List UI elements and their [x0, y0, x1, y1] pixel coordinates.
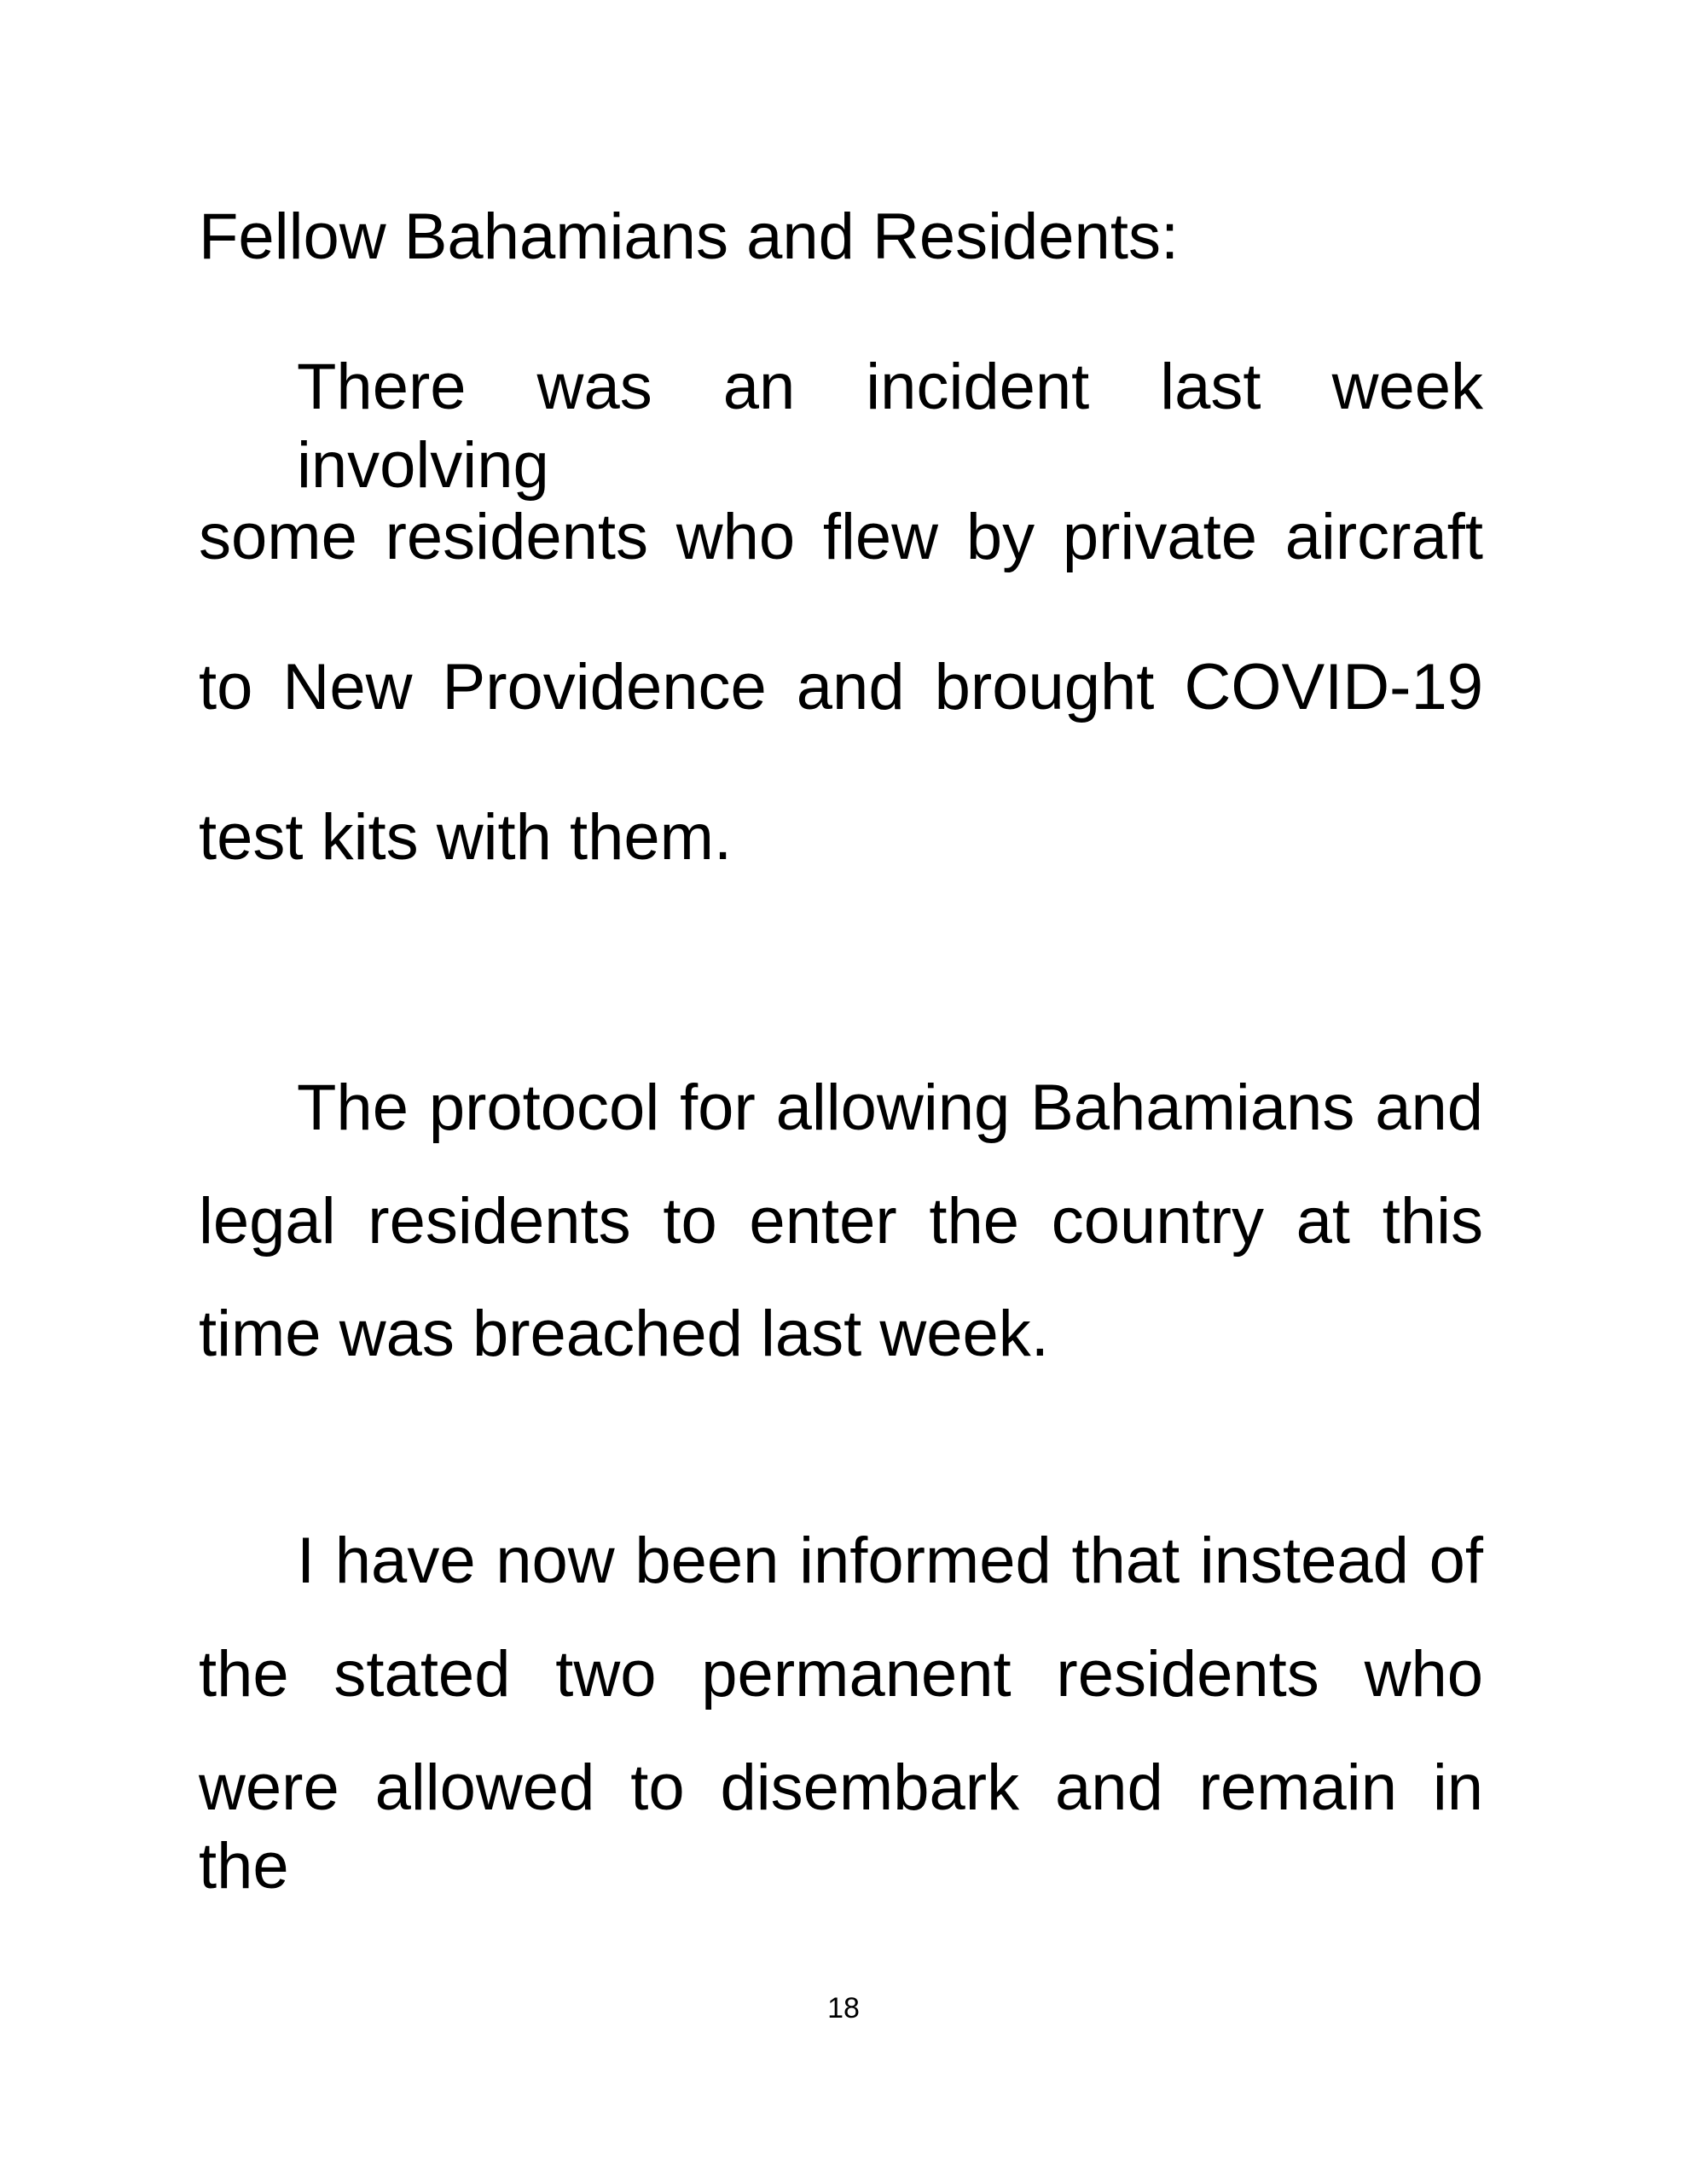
paragraph-1-line-2: some residents who flew by private aircraft [199, 501, 1483, 573]
page-number: 18 [827, 1992, 860, 2024]
paragraph-2-line-3: time was breached last week. [199, 1298, 1049, 1370]
paragraph-2-line-1: The protocol for allowing Bahamians and [297, 1072, 1483, 1144]
paragraph-1-line-4: test kits with them. [199, 801, 733, 874]
paragraph-3-line-2: the stated two permanent residents who [199, 1638, 1483, 1711]
paragraph-3-line-1: I have now been informed that instead of [297, 1525, 1483, 1597]
paragraph-2-line-2: legal residents to enter the country at this [199, 1185, 1483, 1258]
paragraph-1-line-3: to New Providence and brought COVID-19 [199, 651, 1483, 723]
paragraph-1-line-1: There was an incident last week involving [297, 351, 1483, 502]
paragraph-3-line-3: were allowed to disembark and remain in the [199, 1751, 1483, 1902]
salutation: Fellow Bahamians and Residents: [199, 200, 1180, 273]
